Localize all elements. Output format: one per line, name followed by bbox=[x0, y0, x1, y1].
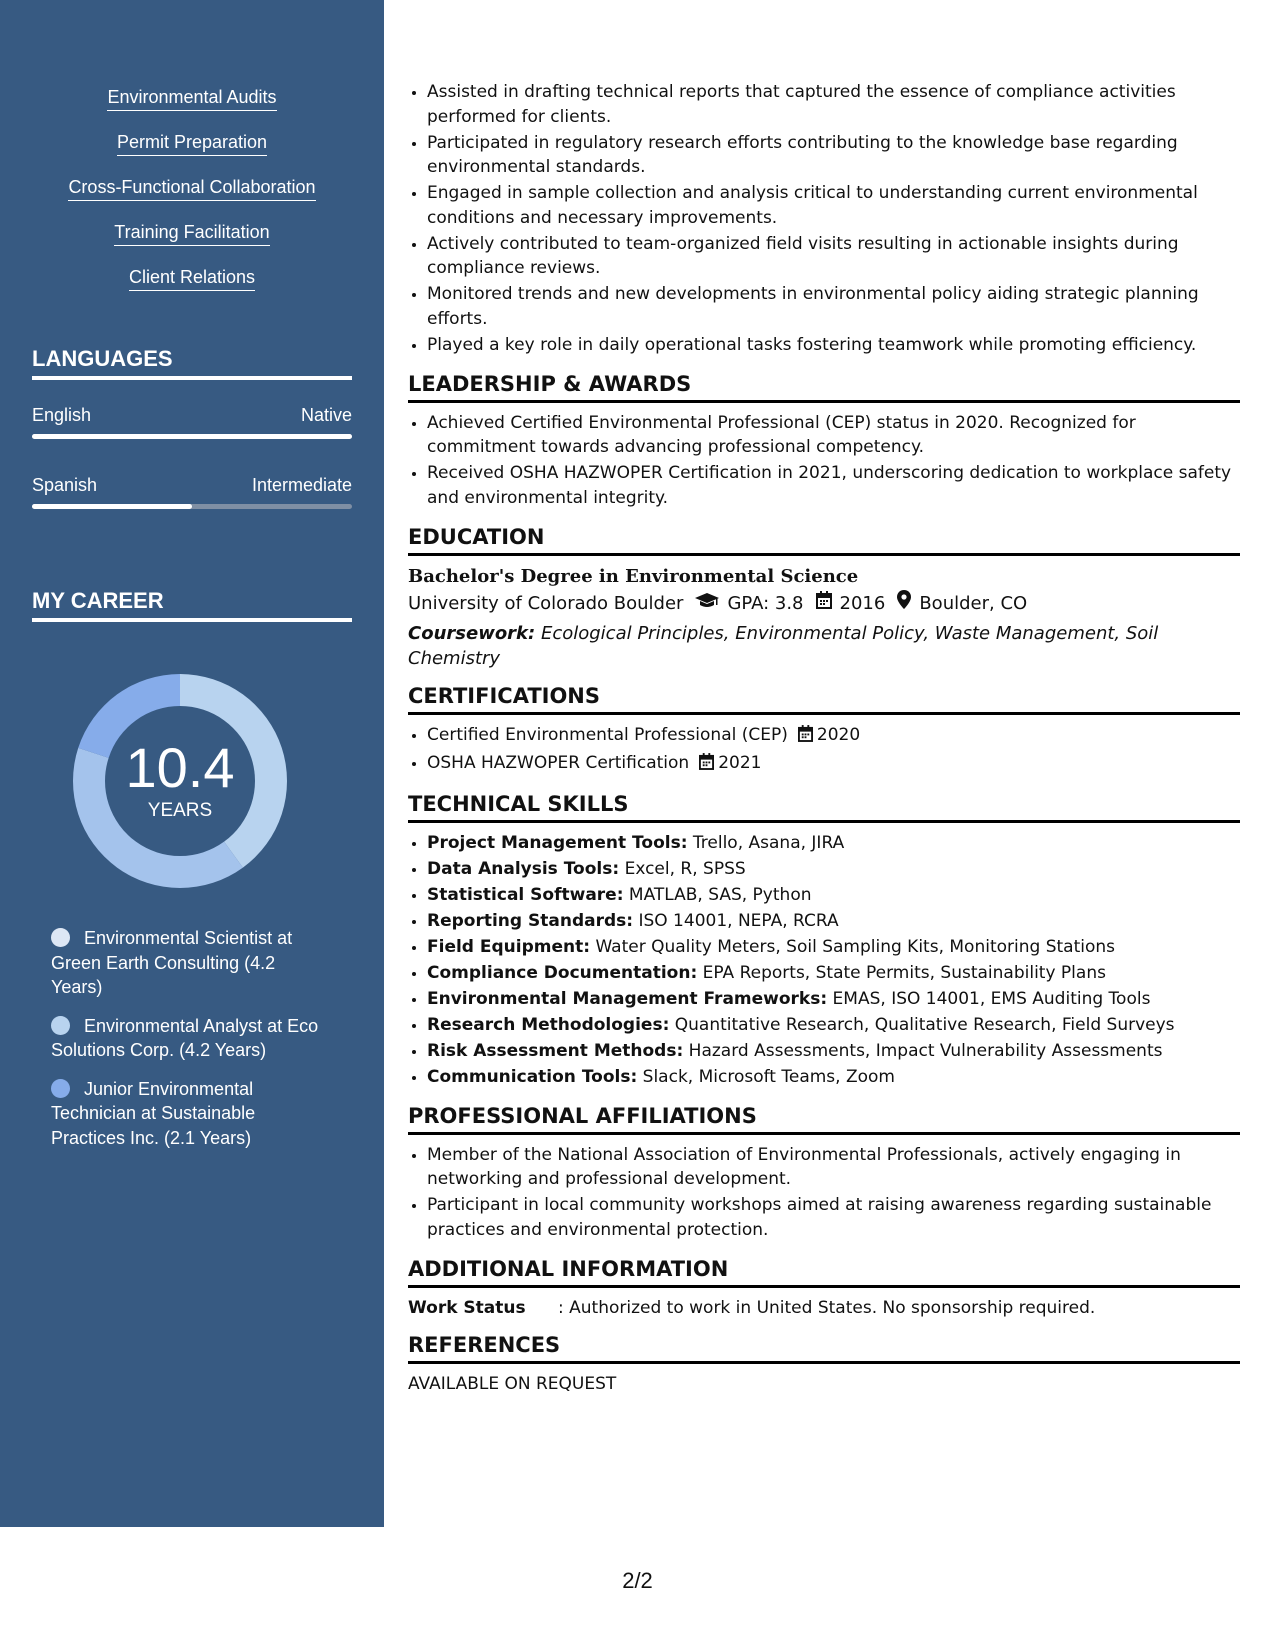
language-name: English bbox=[32, 405, 92, 425]
languages-heading: LANGUAGES bbox=[32, 346, 352, 380]
technical-skills-heading: TECHNICAL SKILLS bbox=[408, 779, 1240, 823]
language-bar-spanish bbox=[32, 504, 352, 509]
affiliations-heading: PROFESSIONAL AFFILIATIONS bbox=[408, 1091, 1240, 1135]
work-status-label: Work Status bbox=[408, 1297, 526, 1318]
skill-category: Research Methodologies: bbox=[427, 1014, 670, 1035]
coursework-text: Ecological Principles, Environmental Policy, Waste Management, Soil Chemistry bbox=[408, 622, 1159, 669]
technical-skill-item bbox=[427, 1039, 1240, 1064]
certifications-list bbox=[408, 723, 1240, 778]
career-legend-text: Environmental Analyst at Eco Solutions Corp. (4.2 Years) bbox=[51, 1015, 319, 1060]
certifications-heading: CERTIFICATIONS bbox=[408, 671, 1240, 715]
education-degree: Bachelor's Degree in Environmental Science bbox=[408, 565, 859, 587]
skill-category: Statistical Software: bbox=[427, 884, 624, 905]
technical-skill-item bbox=[427, 831, 1240, 856]
graduation-cap-icon bbox=[695, 590, 719, 618]
legend-dot-icon bbox=[51, 928, 70, 947]
skill-category: Reporting Standards: bbox=[427, 910, 634, 931]
skill-category: Compliance Documentation: bbox=[427, 962, 698, 983]
experience-bullet: • Assisted in drafting technical reports that captured the essence of compliance activities performed for clients. bbox=[427, 80, 1240, 129]
skill-values: Slack, Microsoft Teams, Zoom bbox=[637, 1066, 895, 1087]
education-location: Boulder, CO bbox=[919, 592, 1028, 614]
work-status-row bbox=[408, 1296, 1240, 1320]
education-year: 2016 bbox=[839, 592, 886, 614]
skills-list bbox=[0, 86, 384, 311]
skill-item bbox=[0, 221, 384, 266]
skill-label: Permit Preparation bbox=[117, 131, 267, 156]
skill-category: Communication Tools: bbox=[427, 1066, 638, 1087]
education-gpa: GPA: 3.8 bbox=[727, 592, 804, 614]
certification-name: OSHA HAZWOPER Certification bbox=[427, 752, 690, 773]
technical-skill-item bbox=[427, 1013, 1240, 1038]
technical-skill-item bbox=[427, 961, 1240, 986]
technical-skill-item bbox=[427, 909, 1240, 934]
leadership-list bbox=[408, 411, 1240, 511]
skill-values: MATLAB, SAS, Python bbox=[623, 884, 812, 905]
education-school: University of Colorado Boulder bbox=[408, 592, 684, 614]
certification-year: 2021 bbox=[718, 752, 762, 773]
skill-category: Environmental Management Frameworks: bbox=[427, 988, 828, 1009]
career-legend-text: Environmental Scientist at Green Earth Consulting (4.2 Years) bbox=[51, 928, 293, 997]
leadership-item: • Achieved Certified Environmental Professional (CEP) status in 2020. Recognized for commitment towards advancing professional competency. bbox=[427, 411, 1240, 460]
technical-skills-list bbox=[408, 831, 1240, 1090]
education-heading: EDUCATION bbox=[408, 512, 1240, 556]
leadership-heading: LEADERSHIP & AWARDS bbox=[408, 359, 1240, 403]
affiliations-list bbox=[408, 1143, 1240, 1243]
career-total-years: 10.4 bbox=[125, 736, 235, 799]
skill-label: Environmental Audits bbox=[107, 86, 276, 111]
skill-category: Risk Assessment Methods: bbox=[427, 1040, 684, 1061]
career-heading: MY CAREER bbox=[32, 588, 352, 622]
leadership-item: • Received OSHA HAZWOPER Certification in 2021, underscoring dedication to workplace safety and environmental integrity. bbox=[427, 461, 1240, 510]
technical-skill-item bbox=[427, 857, 1240, 882]
skill-values: ISO 14001, NEPA, RCRA bbox=[633, 910, 839, 931]
career-legend-item bbox=[51, 1077, 331, 1151]
affiliation-item: • Member of the National Association of Environmental Professionals, actively engaging in networking and professional development. bbox=[427, 1143, 1240, 1192]
experience-bullet: • Monitored trends and new developments in environmental policy aiding strategic planning efforts. bbox=[427, 282, 1240, 331]
education-coursework bbox=[408, 621, 1240, 671]
language-name: Spanish bbox=[32, 475, 98, 495]
certification-item bbox=[427, 723, 1240, 750]
education-meta bbox=[408, 590, 1240, 618]
affiliation-item: • Participant in local community workshops aimed at raising awareness regarding sustainable practices and environmental protection. bbox=[427, 1193, 1240, 1242]
career-legend-item bbox=[51, 1014, 331, 1063]
skill-item bbox=[0, 86, 384, 131]
skill-category: Data Analysis Tools: bbox=[427, 858, 620, 879]
calendar-icon bbox=[699, 753, 714, 778]
language-bar-fill bbox=[32, 434, 352, 439]
legend-dot-icon bbox=[51, 1079, 70, 1098]
map-pin-icon bbox=[897, 590, 911, 618]
skill-values: EMAS, ISO 14001, EMS Auditing Tools bbox=[827, 988, 1151, 1009]
legend-dot-icon bbox=[51, 1016, 70, 1035]
skill-category: Project Management Tools: bbox=[427, 832, 688, 853]
technical-skill-item bbox=[427, 987, 1240, 1012]
certification-year: 2020 bbox=[816, 724, 861, 745]
skill-category: Field Equipment: bbox=[427, 936, 591, 957]
coursework-label: Coursework: bbox=[408, 622, 536, 644]
skill-label: Client Relations bbox=[129, 266, 255, 291]
calendar-icon bbox=[798, 725, 813, 750]
experience-bullet: • Played a key role in daily operational tasks fostering teamwork while promoting efficiency. bbox=[427, 333, 1240, 358]
skill-values: Excel, R, SPSS bbox=[619, 858, 746, 879]
experience-bullet: • Actively contributed to team-organized field visits resulting in actionable insights during compliance reviews. bbox=[427, 232, 1240, 281]
references-text: AVAILABLE ON REQUEST bbox=[408, 1373, 617, 1394]
career-legend-text: Junior Environmental Technician at Sustainable Practices Inc. (2.1 Years) bbox=[51, 1078, 256, 1148]
career-legend-item bbox=[51, 926, 331, 1000]
skill-label: Training Facilitation bbox=[114, 221, 269, 246]
career-years-unit: YEARS bbox=[147, 800, 213, 821]
language-level: Native bbox=[300, 405, 352, 425]
career-legend bbox=[51, 926, 331, 1164]
language-row-english bbox=[32, 404, 352, 426]
work-status-value: : Authorized to work in United States. No sponsorship required. bbox=[558, 1297, 1096, 1318]
certification-item bbox=[427, 751, 1240, 778]
experience-bullet: • Participated in regulatory research efforts contributing to the knowledge base regarding environmental standards. bbox=[427, 131, 1240, 180]
experience-bullets bbox=[408, 80, 1240, 357]
skill-label: Cross-Functional Collaboration bbox=[68, 176, 315, 201]
references-heading: REFERENCES bbox=[408, 1320, 1240, 1364]
technical-skill-item bbox=[427, 935, 1240, 960]
skill-item bbox=[0, 131, 384, 176]
skill-values: Hazard Assessments, Impact Vulnerability Assessments bbox=[683, 1040, 1163, 1061]
additional-info-heading: ADDITIONAL INFORMATION bbox=[408, 1244, 1240, 1288]
skill-values: Trello, Asana, JIRA bbox=[687, 832, 845, 853]
skill-values: Water Quality Meters, Soil Sampling Kits, Monitoring Stations bbox=[590, 936, 1115, 957]
experience-bullet: • Engaged in sample collection and analysis critical to understanding current environmental conditions and necessary improvements. bbox=[427, 181, 1240, 230]
technical-skill-item bbox=[427, 1065, 1240, 1090]
skill-item bbox=[0, 266, 384, 311]
main-content bbox=[408, 80, 1240, 1396]
language-level: Intermediate bbox=[251, 475, 352, 495]
technical-skill-item bbox=[427, 883, 1240, 908]
skill-item bbox=[0, 176, 384, 221]
calendar-icon bbox=[816, 590, 832, 618]
sidebar bbox=[0, 0, 384, 1527]
certification-name: Certified Environmental Professional (CEP) bbox=[427, 724, 788, 745]
language-row-spanish bbox=[32, 474, 352, 496]
skill-values: Quantitative Research, Qualitative Research, Field Surveys bbox=[669, 1014, 1175, 1035]
page-number: 2/2 bbox=[622, 1568, 653, 1593]
language-bar-english bbox=[32, 434, 352, 439]
skill-values: EPA Reports, State Permits, Sustainability Plans bbox=[697, 962, 1106, 983]
language-bar-fill bbox=[32, 504, 192, 509]
